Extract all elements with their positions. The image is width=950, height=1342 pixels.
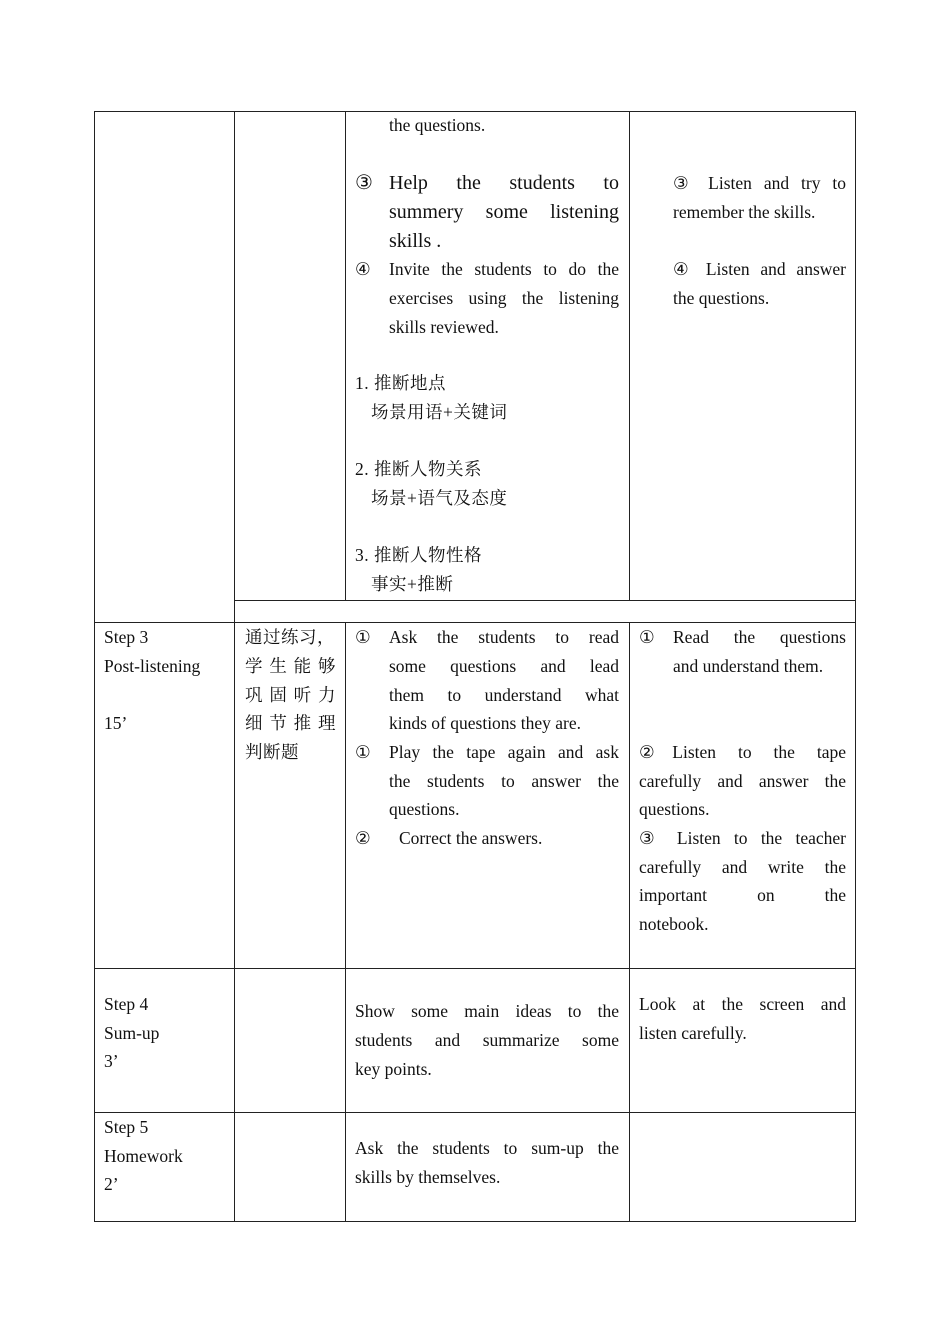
step3-aim-line: 细节推理 [245,713,336,733]
step4-student-line: Look at the screen and [639,994,846,1014]
step5-label: Step 5 [104,1117,149,1137]
step3-teacher-marker: ① [355,742,371,762]
step3-name: Post-listening [104,656,201,676]
point-title: 2. 推断人物关系 [355,459,482,479]
step4-teacher-line: students and summarize some [355,1030,619,1050]
step3-teacher-line: Correct the answers. [399,828,543,848]
step3-label: Step 3 [104,627,149,647]
teacher-item3-line: skills . [389,230,442,252]
step4-name: Sum-up [104,1023,160,1043]
step3-student-line: notebook. [639,914,709,934]
teacher-item3-line: summery some listening [389,201,619,223]
student-item4-line: the questions. [673,288,770,308]
teacher-item3-line: Help the students to [389,172,619,194]
step3-teacher-line: questions. [389,799,460,819]
student-item4-line: ④ Listen and answer [673,259,846,279]
teacher-item3-marker: ③ [355,172,373,194]
step3-student-marker: ① [639,627,655,647]
step5-name: Homework [104,1146,183,1166]
step3-aim-line: 学生能够 [245,656,336,676]
step3-student-line: ③ Listen to the teacher [639,828,846,848]
step4-student-line: listen carefully. [639,1023,747,1043]
step3-student-line: and understand them. [673,656,824,676]
table-bottom-border [94,1221,856,1222]
step3-aim-line: 巩固听力 [245,685,336,705]
step3-teacher-line: some questions and lead [389,656,619,676]
step3-student-line: ②Listen to the tape [639,742,846,762]
row-divider-step5 [94,1112,856,1113]
step3-teacher-line: Ask the students to read [389,627,619,647]
row-divider-step4 [94,968,856,969]
student-item3-line: ③ Listen and try to [673,173,846,193]
step4-label: Step 4 [104,994,149,1014]
row-divider-partial-top [235,600,856,601]
point-title: 3. 推断人物性格 [355,545,482,565]
step3-student-line: carefully and answer the [639,771,846,791]
step3-teacher-line: kinds of questions they are. [389,713,581,733]
point-title: 1. 推断地点 [355,373,446,393]
step3-teacher-marker: ② [355,828,371,848]
col-divider-1 [234,111,235,1222]
step3-teacher-line: them to understand what [389,685,619,705]
step3-student-line: Read the questions [673,627,846,647]
teacher-cont-line: the questions. [389,115,486,135]
step5-teacher-line: Ask the students to sum-up the [355,1138,619,1158]
step3-teacher-line: Play the tape again and ask [389,742,619,762]
student-item3-line: remember the skills. [673,202,816,222]
step4-teacher-line: Show some main ideas to the [355,1001,619,1021]
teacher-item4-line: Invite the students to do the [389,259,619,279]
step3-student-line: questions. [639,799,710,819]
col-divider-3-lower [629,622,630,1222]
step3-aim-line: 判断题 [245,742,299,762]
teacher-item4-line: exercises using the listening [389,288,619,308]
table-right-border [855,111,856,1222]
point-subtitle: 事实+推断 [371,574,454,594]
step3-teacher-marker: ① [355,627,371,647]
col-divider-3-upper [629,111,630,601]
step5-teacher-line: skills by themselves. [355,1167,501,1187]
teacher-item4-line: skills reviewed. [389,317,499,337]
step3-student-line: carefully and write the [639,857,846,877]
step3-teacher-line: the students to answer the [389,771,619,791]
step3-aim-line: 通过练习， [245,627,335,647]
step3-time: 15’ [104,713,128,733]
col-divider-2-upper [345,111,346,601]
step5-time: 2’ [104,1174,119,1194]
step4-teacher-line: key points. [355,1059,432,1079]
table-left-border [94,111,95,1222]
step4-time: 3’ [104,1051,119,1071]
point-subtitle: 场景+语气及态度 [371,488,508,508]
col-divider-2-lower [345,622,346,1222]
step3-student-line: important on the [639,885,846,905]
teacher-item4-marker: ④ [355,259,371,279]
point-subtitle: 场景用语+关键词 [371,402,508,422]
